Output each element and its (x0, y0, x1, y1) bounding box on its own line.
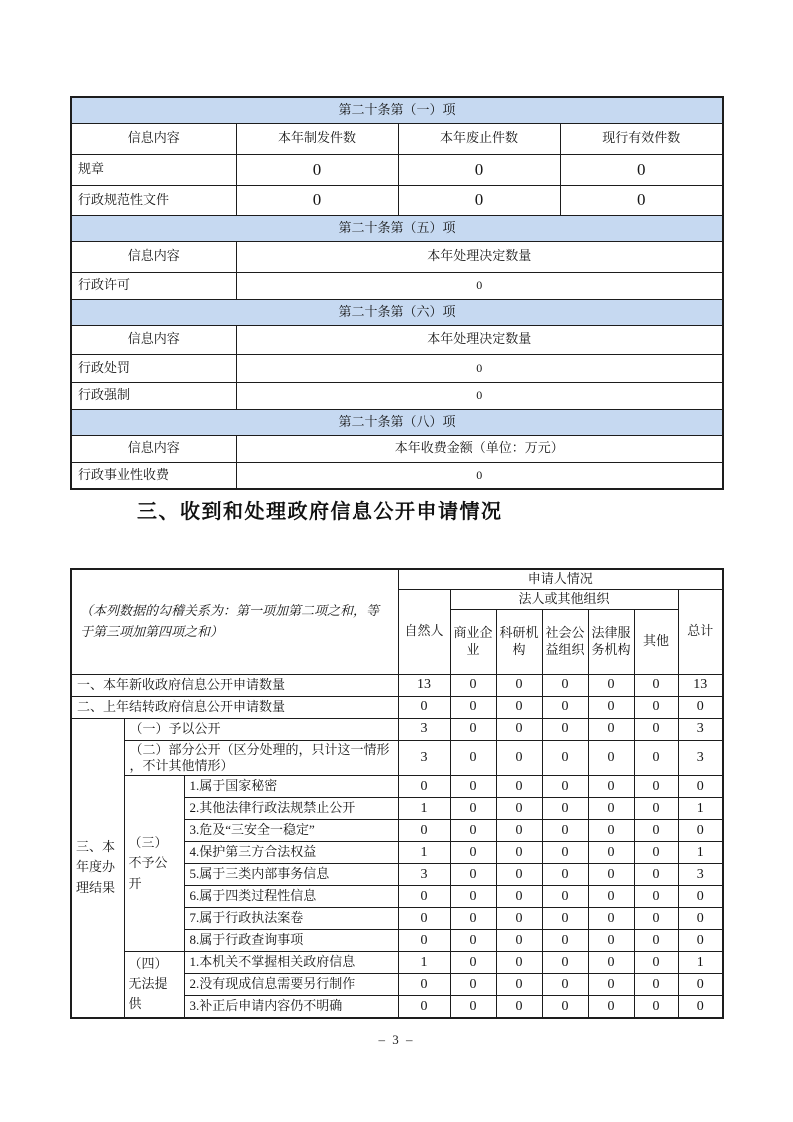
value-cell: 0 (450, 718, 496, 740)
value-cell: 0 (542, 740, 588, 776)
value-cell: 3 (398, 864, 450, 886)
column-header: 本年制发件数 (236, 123, 398, 154)
value-cell: 0 (634, 696, 678, 718)
group-label-annual-results: 三、本年度办理结果 (71, 718, 124, 1018)
column-header-natural-person: 自然人 (398, 589, 450, 674)
value-cell: 0 (450, 930, 496, 952)
value-cell: 0 (496, 842, 542, 864)
value-cell: 0 (588, 886, 634, 908)
value-cell: 0 (496, 820, 542, 842)
group-label-unable-to-provide: （四）无法提供 (124, 952, 184, 1018)
value-cell: 0 (542, 798, 588, 820)
column-header-total: 总计 (678, 589, 723, 674)
column-header: 本年处理决定数量 (236, 241, 723, 272)
row-label: 4.保护第三方合法权益 (184, 842, 398, 864)
value-cell: 0 (588, 820, 634, 842)
value-cell: 0 (588, 974, 634, 996)
value-cell: 0 (588, 996, 634, 1018)
value-cell: 0 (634, 740, 678, 776)
value-cell: 0 (634, 842, 678, 864)
value-cell: 0 (496, 776, 542, 798)
row-label: 2.没有现成信息需要另行制作 (184, 974, 398, 996)
value-cell: 1 (398, 952, 450, 974)
column-header: 科研机构 (496, 609, 542, 674)
value-cell: 3 (398, 718, 450, 740)
value-cell: 0 (588, 740, 634, 776)
value-cell: 0 (678, 996, 723, 1018)
column-header: 商业企业 (450, 609, 496, 674)
value-cell: 0 (542, 996, 588, 1018)
value-cell: 0 (542, 930, 588, 952)
value-cell: 1 (678, 798, 723, 820)
value-cell: 0 (236, 272, 723, 299)
value-cell: 0 (398, 930, 450, 952)
value-cell: 1 (398, 798, 450, 820)
value-cell: 0 (450, 776, 496, 798)
value-cell: 0 (496, 864, 542, 886)
value-cell: 0 (634, 908, 678, 930)
row-label: 2.其他法律行政法规禁止公开 (184, 798, 398, 820)
section-band: 第二十条第（五）项 (71, 215, 723, 241)
group-label-not-disclosed: （三）不予公开 (124, 776, 184, 952)
value-cell: 0 (634, 930, 678, 952)
value-cell: 0 (678, 696, 723, 718)
value-cell: 0 (236, 354, 723, 382)
value-cell: 0 (634, 776, 678, 798)
value-cell: 0 (496, 930, 542, 952)
row-label: 规章 (71, 154, 236, 185)
value-cell: 0 (634, 798, 678, 820)
value-cell: 0 (398, 185, 560, 215)
value-cell: 0 (588, 674, 634, 696)
value-cell: 0 (496, 696, 542, 718)
value-cell: 0 (542, 820, 588, 842)
row-label: 二、上年结转政府信息公开申请数量 (71, 696, 398, 718)
value-cell: 0 (236, 185, 398, 215)
applicant-group-header: 申请人情况 (398, 569, 723, 589)
value-cell: 0 (398, 908, 450, 930)
row-label: 行政事业性收费 (71, 462, 236, 489)
value-cell: 0 (398, 974, 450, 996)
value-cell: 0 (588, 718, 634, 740)
value-cell: 0 (496, 798, 542, 820)
row-label: 行政处罚 (71, 354, 236, 382)
note-cell: （本列数据的勾稽关系为：第一项加第二项之和，等于第三项加第四项之和） (71, 569, 398, 674)
value-cell: 0 (542, 674, 588, 696)
value-cell: 0 (634, 886, 678, 908)
row-label: 一、本年新收政府信息公开申请数量 (71, 674, 398, 696)
value-cell: 0 (496, 996, 542, 1018)
value-cell: 0 (634, 974, 678, 996)
page-number: – 3 – (378, 1032, 415, 1047)
column-header: 本年收费金额（单位：万元） (236, 435, 723, 462)
value-cell: 0 (450, 974, 496, 996)
value-cell: 0 (542, 696, 588, 718)
column-header: 信息内容 (71, 325, 236, 354)
row-label: 1.本机关不掌握相关政府信息 (184, 952, 398, 974)
column-header: 现行有效件数 (560, 123, 723, 154)
row-label: 8.属于行政查询事项 (184, 930, 398, 952)
value-cell: 0 (236, 462, 723, 489)
value-cell: 0 (588, 930, 634, 952)
value-cell: 1 (398, 842, 450, 864)
value-cell: 0 (398, 154, 560, 185)
value-cell: 3 (678, 740, 723, 776)
section-band: 第二十条第（一）项 (71, 97, 723, 123)
value-cell: 0 (236, 382, 723, 409)
value-cell: 0 (678, 820, 723, 842)
application-stats-table (70, 568, 724, 1019)
org-group-header: 法人或其他组织 (450, 589, 678, 609)
value-cell: 0 (450, 820, 496, 842)
value-cell: 0 (450, 740, 496, 776)
article20-table (70, 96, 724, 490)
value-cell: 0 (588, 908, 634, 930)
value-cell: 0 (634, 820, 678, 842)
value-cell: 0 (678, 886, 723, 908)
row-label: 5.属于三类内部事务信息 (184, 864, 398, 886)
value-cell: 13 (398, 674, 450, 696)
value-cell: 0 (542, 886, 588, 908)
value-cell: 0 (450, 674, 496, 696)
value-cell: 0 (496, 886, 542, 908)
value-cell: 0 (588, 798, 634, 820)
value-cell: 0 (634, 674, 678, 696)
value-cell: 0 (678, 776, 723, 798)
section-band: 第二十条第（八）项 (71, 409, 723, 435)
value-cell: 0 (450, 996, 496, 1018)
value-cell: 0 (634, 952, 678, 974)
value-cell: 0 (542, 952, 588, 974)
value-cell: 0 (542, 908, 588, 930)
value-cell: 0 (542, 718, 588, 740)
value-cell: 0 (588, 696, 634, 718)
row-label: 3.补正后申请内容仍不明确 (184, 996, 398, 1018)
value-cell: 0 (496, 908, 542, 930)
value-cell: 0 (678, 974, 723, 996)
value-cell: 0 (588, 842, 634, 864)
value-cell: 0 (496, 674, 542, 696)
value-cell: 0 (588, 864, 634, 886)
value-cell: 0 (588, 952, 634, 974)
value-cell: 0 (560, 154, 723, 185)
column-header: 本年废止件数 (398, 123, 560, 154)
section-band: 第二十条第（六）项 (71, 299, 723, 325)
row-label: 1.属于国家秘密 (184, 776, 398, 798)
value-cell: 0 (634, 718, 678, 740)
row-label: 3.危及“三安全一稳定” (184, 820, 398, 842)
row-label: （一）予以公开 (124, 718, 398, 740)
value-cell: 0 (398, 776, 450, 798)
row-label: 行政规范性文件 (71, 185, 236, 215)
value-cell: 0 (678, 930, 723, 952)
value-cell: 0 (496, 740, 542, 776)
value-cell: 0 (450, 696, 496, 718)
value-cell: 0 (496, 974, 542, 996)
value-cell: 3 (678, 864, 723, 886)
value-cell: 0 (398, 886, 450, 908)
row-label: 7.属于行政执法案卷 (184, 908, 398, 930)
value-cell: 0 (236, 154, 398, 185)
value-cell: 0 (398, 996, 450, 1018)
row-label: 行政强制 (71, 382, 236, 409)
value-cell: 0 (398, 820, 450, 842)
value-cell: 0 (542, 776, 588, 798)
column-header: 本年处理决定数量 (236, 325, 723, 354)
value-cell: 0 (398, 696, 450, 718)
value-cell: 0 (450, 952, 496, 974)
value-cell: 0 (450, 908, 496, 930)
column-header: 社会公益组织 (542, 609, 588, 674)
value-cell: 0 (542, 842, 588, 864)
value-cell: 0 (450, 798, 496, 820)
value-cell: 1 (678, 952, 723, 974)
value-cell: 0 (450, 842, 496, 864)
value-cell: 0 (588, 776, 634, 798)
row-label: 6.属于四类过程性信息 (184, 886, 398, 908)
value-cell: 0 (496, 718, 542, 740)
column-header: 信息内容 (71, 435, 236, 462)
column-header: 其他 (634, 609, 678, 674)
value-cell: 0 (560, 185, 723, 215)
value-cell: 3 (398, 740, 450, 776)
section-heading: 三、收到和处理政府信息公开申请情况 (137, 501, 503, 523)
row-label: （二）部分公开（区分处理的，只计这一情形，不计其他情形） (124, 740, 398, 776)
value-cell: 0 (542, 864, 588, 886)
row-label: 行政许可 (71, 272, 236, 299)
value-cell: 0 (496, 952, 542, 974)
value-cell: 0 (634, 864, 678, 886)
value-cell: 0 (542, 974, 588, 996)
column-header: 法律服务机构 (588, 609, 634, 674)
value-cell: 0 (678, 908, 723, 930)
value-cell: 13 (678, 674, 723, 696)
value-cell: 3 (678, 718, 723, 740)
column-header: 信息内容 (71, 123, 236, 154)
column-header: 信息内容 (71, 241, 236, 272)
value-cell: 0 (450, 886, 496, 908)
value-cell: 0 (450, 864, 496, 886)
value-cell: 1 (678, 842, 723, 864)
value-cell: 0 (634, 996, 678, 1018)
